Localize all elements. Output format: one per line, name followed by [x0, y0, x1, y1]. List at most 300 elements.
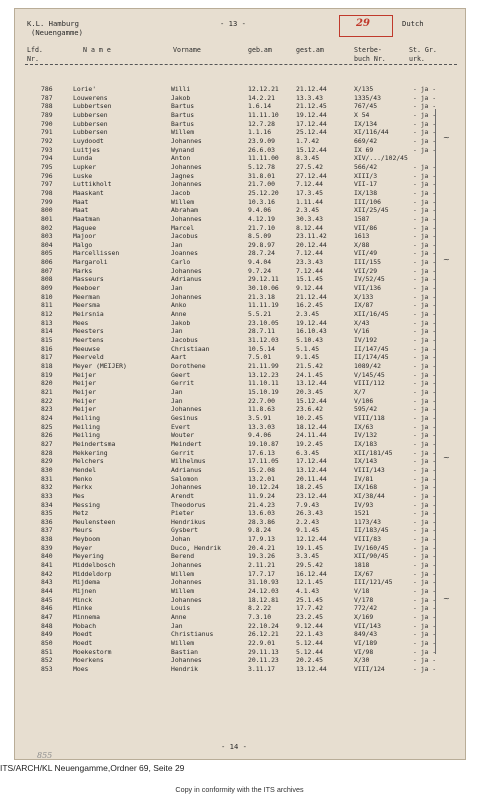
row-surname: Masseurs [73, 275, 104, 284]
row-surname: Minke [73, 604, 93, 613]
row-firstname: Wilhelmus [171, 457, 206, 466]
camp-name: K.L. Hamburg [27, 19, 79, 28]
row-birthdate: 9.4.06 [248, 431, 272, 440]
table-row [15, 492, 466, 501]
row-firstname: Jacobus [171, 336, 198, 345]
row-firstname: Bastian [171, 647, 198, 656]
row-number: 787 [41, 93, 53, 102]
row-deathdate: 26.3.43 [296, 509, 323, 518]
row-deathdate: 21.5.42 [296, 362, 323, 370]
red-handwritten-number: 29 [356, 18, 370, 29]
row-deathbook-number: XIV/.../102/45 [354, 154, 408, 163]
row-deathdate: 23.3.43 [296, 258, 323, 267]
table-row [15, 544, 466, 553]
row-birthdate: 14.2.21 [248, 93, 275, 102]
row-deathdate: 25.1.45 [296, 595, 323, 604]
table-row [15, 440, 466, 449]
row-deathdate: 9.12.44 [296, 621, 323, 630]
row-number: 796 [41, 171, 53, 180]
row-firstname: Jan [171, 240, 183, 249]
row-deathdate: 23.11.42 [296, 232, 327, 241]
row-register-flag: - ja - [413, 587, 437, 596]
table-row [15, 535, 466, 544]
row-surname: Luitjes [73, 145, 100, 154]
row-birthdate: 21.4.23 [248, 500, 275, 509]
row-deathdate: 9.12.44 [296, 284, 323, 293]
row-surname: Meertens [73, 336, 104, 345]
row-number: 807 [41, 266, 53, 275]
row-firstname: Jan [171, 387, 183, 396]
row-firstname: Salomon [171, 474, 198, 483]
row-firstname: Willem [171, 587, 195, 596]
row-surname: Meijer [73, 396, 97, 405]
row-birthdate: 26.6.03 [248, 145, 275, 154]
row-register-flag: - ja - [413, 258, 437, 267]
row-deathdate: 27.5.42 [296, 162, 323, 171]
row-deathbook-number: IX/67 [354, 569, 374, 578]
row-birthdate: 24.12.03 [248, 587, 279, 596]
row-surname: Middeldorp [73, 569, 112, 578]
row-birthdate: 8.2.22 [248, 604, 272, 613]
row-firstname: Johannes [171, 595, 202, 604]
row-birthdate: 17.11.05 [248, 457, 279, 466]
row-firstname: Willem [171, 569, 195, 578]
row-number: 832 [41, 483, 53, 492]
row-surname: Mijnen [73, 587, 97, 596]
page-number-top: - 13 - [220, 19, 246, 28]
row-firstname: Bartus [171, 102, 195, 111]
row-firstname: Gerrit [171, 448, 195, 457]
row-deathbook-number: VIII/83 [354, 535, 381, 544]
row-surname: Majoor [73, 232, 97, 241]
row-birthdate: 23.10.05 [248, 318, 279, 327]
row-number: 845 [41, 595, 53, 604]
row-firstname: Dorothene [171, 362, 206, 370]
row-firstname: Johannes [171, 483, 202, 492]
row-deathbook-number: VIII/112 [354, 379, 385, 388]
row-birthdate: 15.10.19 [248, 387, 279, 396]
handwritten-mark: ~ [443, 255, 450, 264]
row-firstname: Marcel [171, 223, 195, 232]
row-firstname: Gysbert [171, 526, 198, 535]
row-surname: Moerkens [73, 656, 104, 665]
row-number: 820 [41, 379, 53, 388]
table-row [15, 215, 466, 224]
table-row [15, 449, 466, 458]
row-firstname: Anko [171, 301, 187, 310]
row-firstname: Willem [171, 639, 195, 647]
row-register-flag: - ja - [413, 630, 437, 639]
row-surname: Menko [73, 474, 93, 483]
row-birthdate: 31.8.01 [248, 171, 275, 180]
row-surname: Mijdema [73, 578, 100, 587]
row-deathdate: 12.12.44 [296, 535, 327, 544]
table-row [15, 163, 466, 172]
row-birthdate: 9.7.24 [248, 266, 272, 275]
row-deathbook-number: 595/42 [354, 405, 378, 414]
row-firstname: Johannes [171, 136, 202, 145]
row-firstname: Johan [171, 535, 191, 544]
row-deathdate: 20.2.45 [296, 656, 323, 665]
row-register-flag: - ja - [413, 197, 437, 206]
row-register-flag: - ja - [413, 171, 437, 180]
col-header-died: gest.am [296, 46, 324, 54]
row-deathdate: 5.10.43 [296, 336, 323, 345]
camp-subname: (Neuengamme) [31, 28, 83, 37]
table-row [15, 102, 466, 111]
row-firstname: Johannes [171, 561, 202, 570]
row-surname: Middelbosch [73, 561, 116, 570]
row-birthdate: 3.11.17 [248, 664, 275, 673]
row-deathdate: 21.12.45 [296, 102, 327, 111]
row-register-flag: - ja - [413, 465, 437, 474]
row-surname: Meeuwse [73, 344, 100, 353]
row-firstname: Pieter [171, 509, 195, 518]
row-firstname: Bartus [171, 119, 195, 128]
row-surname: Meijer [73, 379, 97, 388]
row-deathdate: 25.12.44 [296, 128, 327, 137]
row-deathdate: 12.1.45 [296, 578, 323, 587]
row-firstname: Johannes [171, 180, 202, 189]
row-surname: Mekkering [73, 448, 108, 457]
row-surname: Merkx [73, 483, 93, 492]
row-deathdate: 15.1.45 [296, 275, 323, 284]
row-register-flag: - ja - [413, 535, 437, 544]
row-firstname: Johannes [171, 292, 202, 301]
table-row [15, 656, 466, 665]
row-deathdate: 19.2.45 [296, 439, 323, 448]
table-row [15, 561, 466, 570]
row-deathbook-number: V/18 [354, 587, 370, 596]
row-birthdate: 29.8.97 [248, 240, 275, 249]
row-deathdate: 6.3.45 [296, 448, 320, 457]
row-register-flag: - ja - [413, 102, 437, 111]
row-number: 819 [41, 370, 53, 379]
row-register-flag: - ja - [413, 526, 437, 535]
row-register-flag: - ja - [413, 509, 437, 518]
table-row [15, 552, 466, 561]
row-firstname: Christiaan [171, 344, 210, 353]
table-row [15, 596, 466, 605]
row-number: 826 [41, 431, 53, 440]
row-register-flag: - ja - [413, 301, 437, 310]
row-deathbook-number: VI/98 [354, 647, 374, 656]
row-surname: Moekestorm [73, 647, 112, 656]
register-rows [15, 85, 466, 674]
row-firstname: Willem [171, 128, 195, 137]
handwritten-mark: ~ [443, 133, 450, 142]
row-number: 823 [41, 405, 53, 414]
row-birthdate: 31.12.03 [248, 336, 279, 345]
row-birthdate: 1.6.14 [248, 102, 272, 111]
row-surname: Meyer [73, 543, 93, 552]
row-firstname: Arendt [171, 491, 195, 500]
row-deathbook-number: IX/168 [354, 483, 378, 492]
row-firstname: Jakob [171, 93, 191, 102]
row-number: 791 [41, 128, 53, 137]
row-firstname: Meindert [171, 439, 202, 448]
row-deathbook-number: X/43 [354, 318, 370, 327]
row-deathbook-number: X/133 [354, 292, 374, 301]
row-register-flag: - ja - [413, 318, 437, 327]
row-deathdate: 13.12.44 [296, 465, 327, 474]
table-row [15, 587, 466, 596]
row-number: 840 [41, 552, 53, 561]
row-number: 801 [41, 214, 53, 223]
nationality-label: Dutch [402, 19, 424, 28]
row-deathdate: 21.12.44 [296, 292, 327, 301]
row-deathdate: 16.2.45 [296, 301, 323, 310]
row-register-flag: - ja - [413, 552, 437, 561]
row-register-flag: - ja - [413, 379, 437, 388]
row-number: 818 [41, 362, 53, 370]
row-surname: Luttikholt [73, 180, 112, 189]
row-deathbook-number: XII/16/45 [354, 310, 389, 319]
row-register-flag: - ja - [413, 110, 437, 119]
table-row [15, 518, 466, 527]
row-firstname: Wouter [171, 431, 195, 440]
document-sheet [14, 8, 466, 760]
row-birthdate: 22.7.00 [248, 396, 275, 405]
table-row [15, 648, 466, 657]
handwritten-mark: ~ [443, 594, 450, 603]
row-surname: Meirsnia [73, 310, 104, 319]
row-surname: Lubbersen [73, 119, 108, 128]
row-surname: Marcellissen [73, 249, 120, 258]
row-surname: Metz [73, 509, 89, 518]
row-firstname: Theodorus [171, 500, 206, 509]
row-deathdate: 18.2.45 [296, 483, 323, 492]
row-number: 843 [41, 578, 53, 587]
row-number: 811 [41, 301, 53, 310]
row-register-flag: - ja - [413, 128, 437, 137]
row-number: 847 [41, 613, 53, 622]
row-number: 821 [41, 387, 53, 396]
row-register-flag: - ja - [413, 431, 437, 440]
row-number: 824 [41, 413, 53, 422]
row-deathbook-number: 566/42 [354, 162, 378, 171]
row-register-flag: - ja - [413, 162, 437, 171]
table-row [15, 371, 466, 380]
row-register-flag: - ja - [413, 656, 437, 665]
row-register-flag: - ja - [413, 413, 437, 422]
row-birthdate: 10.5.14 [248, 344, 275, 353]
table-row [15, 570, 466, 579]
row-deathbook-number: IV/132 [354, 431, 378, 440]
row-deathbook-number: X/88 [354, 240, 370, 249]
row-deathdate: 2.3.45 [296, 310, 320, 319]
row-number: 837 [41, 526, 53, 535]
row-number: 844 [41, 587, 53, 596]
row-deathbook-number: VII/143 [354, 621, 381, 630]
row-surname: Melchers [73, 457, 104, 466]
row-birthdate: 21.7.10 [248, 223, 275, 232]
row-birthdate: 30.10.06 [248, 284, 279, 293]
col-header-born: geb.am [248, 46, 272, 54]
row-register-flag: - ja - [413, 232, 437, 241]
row-number: 828 [41, 448, 53, 457]
row-surname: Minck [73, 595, 93, 604]
row-surname: Meerman [73, 292, 100, 301]
row-deathbook-number: II/147/45 [354, 344, 389, 353]
row-surname: Maatman [73, 214, 100, 223]
table-row [15, 258, 466, 267]
row-deathdate: 2.2.43 [296, 517, 320, 526]
row-birthdate: 1.1.16 [248, 128, 272, 137]
row-number: 797 [41, 180, 53, 189]
row-register-flag: - ja - [413, 370, 437, 379]
row-register-flag: - ja - [413, 639, 437, 647]
row-surname: Lubbersen [73, 128, 108, 137]
table-row [15, 414, 466, 423]
row-deathbook-number: VII/136 [354, 284, 381, 293]
row-number: 805 [41, 249, 53, 258]
row-register-flag: - ja - [413, 396, 437, 405]
row-deathbook-number: VII/86 [354, 223, 378, 232]
table-row [15, 85, 466, 94]
row-deathbook-number: IV/81 [354, 474, 374, 483]
row-birthdate: 12.7.28 [248, 119, 275, 128]
row-birthdate: 21.3.18 [248, 292, 275, 301]
row-surname: Meijer [73, 405, 97, 414]
header-rule [25, 64, 457, 65]
row-firstname: Johannes [171, 214, 202, 223]
row-surname: Moedt [73, 639, 93, 647]
row-number: 841 [41, 561, 53, 570]
row-register-flag: - ja - [413, 483, 437, 492]
row-surname: Meindertsma [73, 439, 116, 448]
row-deathbook-number: X/7 [354, 387, 366, 396]
row-birthdate: 21.7.00 [248, 180, 275, 189]
row-birthdate: 29.12.11 [248, 275, 279, 284]
row-birthdate: 25.12.20 [248, 188, 279, 197]
row-surname: Maat [73, 206, 89, 215]
row-surname: Luydoodt [73, 136, 104, 145]
row-birthdate: 28.7.11 [248, 327, 275, 336]
table-row [15, 336, 466, 345]
row-surname: Mobach [73, 621, 97, 630]
row-register-flag: - ja - [413, 353, 437, 362]
table-row [15, 630, 466, 639]
row-number: 816 [41, 344, 53, 353]
row-birthdate: 28.3.86 [248, 517, 275, 526]
row-deathbook-number: IX 69 [354, 145, 374, 154]
row-deathdate: 5.1.45 [296, 344, 320, 353]
row-register-flag: - ja - [413, 284, 437, 293]
row-register-flag: - ja - [413, 647, 437, 656]
row-birthdate: 20.11.23 [248, 656, 279, 665]
row-register-flag: - ja - [413, 517, 437, 526]
table-row [15, 509, 466, 518]
row-register-flag: - ja - [413, 621, 437, 630]
table-row [15, 198, 466, 207]
row-deathdate: 8.12.44 [296, 223, 323, 232]
table-row [15, 146, 466, 155]
row-firstname: Louis [171, 604, 191, 613]
row-deathbook-number: X/169 [354, 613, 374, 622]
row-surname: Meeboer [73, 284, 100, 293]
table-row [15, 275, 466, 284]
table-row [15, 423, 466, 432]
row-register-flag: - ja - [413, 613, 437, 622]
row-birthdate: 8.5.09 [248, 232, 272, 241]
row-register-flag: - ja - [413, 500, 437, 509]
row-register-flag: - ja - [413, 595, 437, 604]
pencil-note: 855 [37, 751, 53, 760]
row-surname: Lubbertsen [73, 102, 112, 111]
table-row [15, 578, 466, 587]
row-deathdate: 3.3.45 [296, 552, 320, 561]
row-number: 839 [41, 543, 53, 552]
row-birthdate: 29.11.13 [248, 647, 279, 656]
row-firstname: Hendrik [171, 664, 198, 673]
row-register-flag: - ja - [413, 448, 437, 457]
row-firstname: Jagnes [171, 171, 195, 180]
row-surname: Messing [73, 500, 100, 509]
row-surname: Meiling [73, 422, 100, 431]
row-surname: Minnema [73, 613, 100, 622]
col-header-register-2: urk. [409, 55, 425, 63]
row-deathbook-number: V/178 [354, 595, 374, 604]
row-birthdate: 21.11.99 [248, 362, 279, 370]
row-register-flag: - ja - [413, 93, 437, 102]
row-birthdate: 19.10.87 [248, 439, 279, 448]
row-deathbook-number: VI/189 [354, 639, 378, 647]
row-deathbook-number: 1818 [354, 561, 370, 570]
row-firstname: Johannes [171, 266, 202, 275]
row-birthdate: 20.4.21 [248, 543, 275, 552]
row-register-flag: - ja - [413, 85, 437, 93]
row-surname: Maaskant [73, 188, 104, 197]
conformity-note: Copy in conformity with the ITS archives [175, 785, 304, 794]
row-register-flag: - ja - [413, 664, 437, 673]
table-row [15, 379, 466, 388]
row-surname: Meyering [73, 552, 104, 561]
row-birthdate: 31.10.93 [248, 578, 279, 587]
row-deathbook-number: XII/90/45 [354, 552, 389, 561]
table-row [15, 249, 466, 258]
row-number: 817 [41, 353, 53, 362]
col-header-deathbook: Sterbe- [354, 46, 382, 54]
table-row [15, 232, 466, 241]
row-deathdate: 18.12.44 [296, 422, 327, 431]
row-deathbook-number: VII/49 [354, 249, 378, 258]
row-register-flag: - ja - [413, 310, 437, 319]
table-row [15, 604, 466, 613]
row-deathdate: 7.12.44 [296, 249, 323, 258]
row-surname: Mees [73, 318, 89, 327]
row-deathdate: 19.12.44 [296, 318, 327, 327]
row-register-flag: - ja - [413, 336, 437, 345]
table-row [15, 639, 466, 648]
row-register-flag: - ja - [413, 145, 437, 154]
row-birthdate: 22.10.24 [248, 621, 279, 630]
row-deathbook-number: 1089/42 [354, 362, 381, 370]
row-number: 799 [41, 197, 53, 206]
row-firstname: Anne [171, 310, 187, 319]
row-deathdate: 9.1.45 [296, 353, 320, 362]
table-row [15, 483, 466, 492]
row-surname: Marks [73, 266, 93, 275]
row-birthdate: 17.7.17 [248, 569, 275, 578]
row-deathbook-number: IX/87 [354, 301, 374, 310]
row-birthdate: 22.9.01 [248, 639, 275, 647]
row-firstname: Aart [171, 353, 187, 362]
row-register-flag: - ja - [413, 387, 437, 396]
row-register-flag: - ja - [413, 561, 437, 570]
row-register-flag: - ja - [413, 188, 437, 197]
row-number: 814 [41, 327, 53, 336]
